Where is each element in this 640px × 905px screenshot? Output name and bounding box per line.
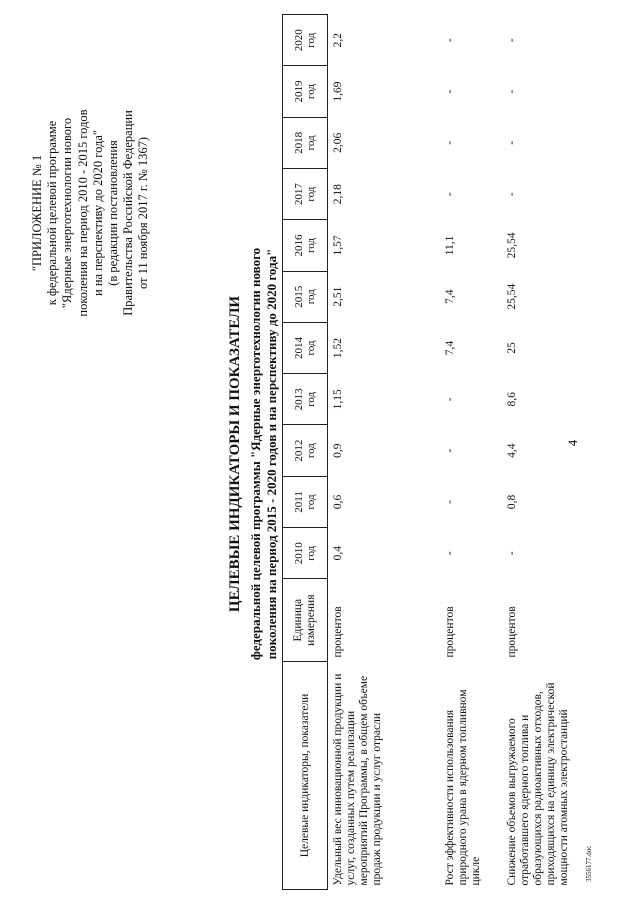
- indicator-value: 2,51: [332, 286, 344, 307]
- header-year: 2015 год: [283, 271, 328, 322]
- document-subtitle: [248, 23, 280, 885]
- indicator-value: -: [505, 192, 518, 197]
- indicator-name: Рост эффективности использования природного урана в ядерном топливном цикле: [443, 689, 482, 886]
- appendix-line: Правительства Российской Федерации: [121, 110, 136, 316]
- document-title: ЦЕЛЕВЫЕ ИНДИКАТОРЫ И ПОКАЗАТЕЛИ: [227, 295, 243, 613]
- table-row: [328, 15, 440, 890]
- indicator-value: 2,2: [332, 33, 344, 48]
- indicator-value: 7,4: [443, 340, 456, 356]
- indicator-value: 25,54: [505, 283, 518, 310]
- indicator-value: -: [443, 551, 456, 556]
- indicator-value: -: [505, 140, 518, 145]
- appendix-header: [30, 23, 152, 403]
- indicator-value: 25: [505, 342, 518, 354]
- appendix-line: поколения на период 2010 - 2015 годов: [75, 109, 90, 317]
- subtitle-line: федеральной целевой программы "Ядерные энерготехнологии нового: [248, 247, 263, 661]
- header-year: 2018 год: [283, 117, 328, 168]
- indicator-name: Снижение объемов выгружаемого отработавшего ядерного топлива и образующихся радиоактивных отходов, приходящихся на единицу электрической мощности атомных электростанций: [505, 682, 570, 886]
- footer-code: 3556177.doc: [585, 845, 593, 882]
- appendix-line: к федеральной целевой программе: [45, 120, 60, 306]
- indicator-value: -: [505, 89, 518, 94]
- header-year: 2019 год: [283, 66, 328, 117]
- indicators-table: [282, 14, 612, 890]
- indicator-value: 2,06: [332, 132, 344, 153]
- header-year: 2020 год: [283, 15, 328, 66]
- table-row: [502, 15, 575, 890]
- indicator-unit: процентов: [443, 606, 456, 658]
- indicator-value: -: [443, 140, 456, 145]
- indicator-value: 0,4: [332, 546, 344, 561]
- indicator-value: -: [443, 500, 456, 504]
- indicator-value: -: [443, 397, 456, 402]
- indicator-value: 1,15: [332, 389, 344, 410]
- subtitle-line: поколения на период 2015 - 2020 годов и на перспективу до 2020 года": [264, 248, 279, 660]
- indicator-value: 11,1: [443, 235, 456, 256]
- header-unit: Единица измерения: [283, 579, 328, 662]
- header-year: 2013 год: [283, 374, 328, 425]
- indicator-value: -: [443, 89, 456, 94]
- header-year: 2016 год: [283, 220, 328, 271]
- indicator-value: 0,9: [332, 443, 344, 458]
- indicator-unit: процентов: [505, 606, 518, 658]
- indicator-name: Удельный вес инновационной продукции и услуг, созданных путем реализации мероприятий Программы, в общем объеме продаж продукции и услуг отрасли: [332, 673, 383, 886]
- indicator-value: 1,57: [332, 235, 344, 256]
- indicator-value: -: [443, 448, 456, 453]
- header-year: 2017 год: [283, 168, 328, 219]
- indicator-value: -: [443, 38, 456, 43]
- indicator-value: 7,4: [443, 289, 456, 304]
- appendix-line: от 11 ноября 2017 г. № 1367): [136, 136, 151, 290]
- appendix-line: "ПРИЛОЖЕНИЕ № 1: [30, 154, 44, 272]
- indicator-value: -: [505, 38, 518, 43]
- indicator-value: 2,18: [332, 184, 344, 205]
- indicator-value: -: [443, 192, 456, 197]
- appendix-line: и на перспективу до 2020 года": [90, 130, 105, 296]
- header-year: 2010 год: [283, 528, 328, 579]
- table-row: [440, 15, 502, 890]
- page-number: 4: [565, 439, 580, 447]
- indicator-value: 0,8: [505, 494, 518, 510]
- indicator-value: 1,69: [332, 81, 344, 102]
- indicator-value: 8,6: [505, 392, 518, 407]
- header-year: 2014 год: [283, 322, 328, 373]
- indicator-value: 1,52: [332, 337, 344, 359]
- header-indicator: Целевые индикаторы, показатели: [283, 662, 328, 890]
- indicator-value: 4,4: [505, 443, 518, 458]
- appendix-line: "Ядерные энерготехнологии нового: [60, 117, 75, 309]
- indicator-value: 0,6: [332, 494, 344, 510]
- indicator-unit: процентов: [332, 606, 344, 658]
- header-year: 2011 год: [283, 476, 328, 527]
- header-year: 2012 год: [283, 425, 328, 476]
- indicator-value: -: [505, 551, 518, 556]
- appendix-line: (в редакции постановления: [106, 140, 121, 286]
- indicator-value: 25,54: [505, 232, 518, 259]
